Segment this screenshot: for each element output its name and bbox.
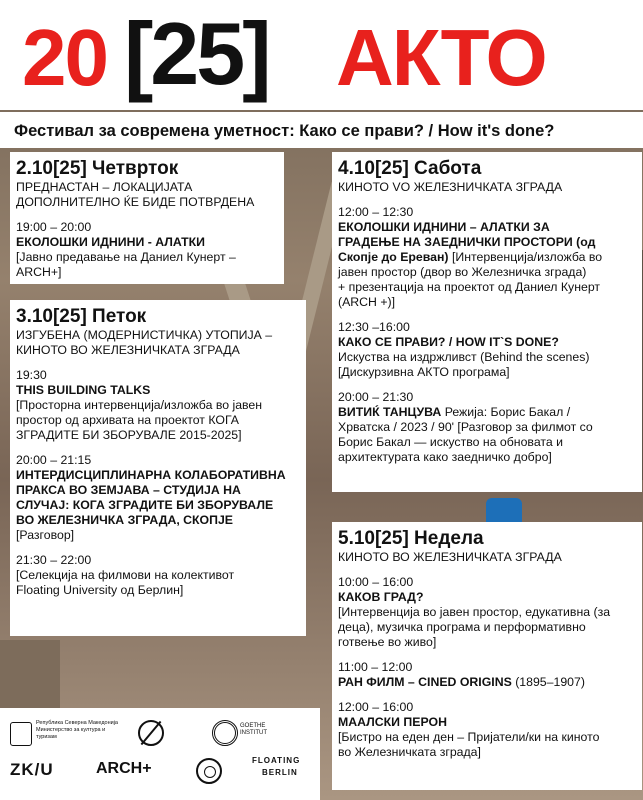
location-line: КИНОТО ВО ЖЕЛЕЗНИЧКАТА ЗГРАДА (16, 343, 240, 357)
arch-plus-logo: ARCH+ (96, 760, 152, 777)
event-desc: [Интервенција во јавен простор, едукативна (за (338, 605, 611, 619)
goethe-label: GOETHE INSTITUT (240, 723, 267, 736)
event-time: 20:00 – 21:30 (338, 390, 414, 404)
day-heading: 5.10[25] Недела (338, 528, 484, 549)
event-desc: [Просторна интервенција/изложба во јавен (16, 398, 263, 412)
zku-logo: ZK/U (10, 760, 54, 779)
event-desc: [Интервенција/изложба во (448, 250, 603, 264)
event-title: ЕКОЛОШКИ ИДНИНИ - АЛАТКИ (16, 235, 206, 249)
day-3-block (10, 300, 306, 636)
goethe-icon (212, 720, 238, 746)
event-time: 12:00 – 16:00 (338, 700, 414, 714)
event-title: ВИТИЌ ТАНЦУВА (338, 405, 442, 419)
cinema-emblem-icon (196, 758, 222, 784)
event-desc: [Јавно предавање на Даниел Кунерт – ARCH+] (16, 250, 236, 279)
day-2-block (10, 152, 284, 284)
event-title: THIS BUILDING TALKS (16, 383, 151, 397)
location-line: КИНОТО VO ЖЕЛЕЗНИЧКАТА ЗГРАДА (338, 180, 563, 194)
event-title: ГРАДЕЊЕ НА ЗАЕДНИЧКИ ПРОСТОРИ (од (338, 235, 596, 249)
event-title: КАКО СЕ ПРАВИ? / HOW IT`S DONE? (338, 335, 559, 349)
event-desc: (ARCH +)] (338, 295, 396, 309)
title-block (0, 0, 643, 110)
null-sign-icon (138, 720, 164, 746)
event-time: 20:00 – 21:15 (16, 453, 92, 467)
location-line: КИНОТО ВО ЖЕЛЕЗНИЧКАТА ЗГРАДА (338, 550, 562, 564)
day-heading: 2.10[25] Четврток (16, 158, 179, 179)
subtitle: Фестивал за современа уметност: Како се прави? / How it's done? (14, 122, 555, 140)
event-desc: (1895–1907) (511, 675, 585, 689)
event-title: КАКОВ ГРАД? (338, 590, 424, 604)
event-desc: Искуства на издржливст (Behind the scenes) (338, 350, 590, 364)
event-time: 12:00 – 12:30 (338, 205, 414, 219)
event-title: ВО ЖЕЛЕЗНИЧКА ЗГРАДА, СКОПЈЕ (16, 513, 234, 527)
event-desc: Хрватска / 2023 / 90' [Разговор за филмот со (338, 420, 593, 434)
event-desc: Режија: Борис Бакал / (441, 405, 571, 419)
title-akto: АКТО (336, 13, 546, 102)
location-line: ДОПОЛНИТЕЛНО ЌЕ БИДЕ ПОТВРДЕНА (16, 195, 255, 209)
floating-logo-top: FLOATING (252, 756, 301, 765)
event-desc: простор од архивата на проектот КОГА (16, 413, 239, 427)
event-desc: готвење во живо] (338, 635, 437, 649)
event-title: ЕКОЛОШКИ ИДНИНИ – АЛАТКИ ЗА (338, 220, 550, 234)
event-title: СЛУЧАЈ: КОГА ЗГРАДИТЕ БИ ЗБОРУВАЛЕ (16, 498, 274, 512)
ministry-label: Република Северна Македонија Министерство за култура и туризам (36, 720, 118, 740)
event-time: 10:00 – 16:00 (338, 575, 414, 589)
day-5-block (332, 522, 642, 790)
event-title: РАН ФИЛМ – CINED ORIGINS (338, 675, 512, 689)
event-desc: [Бистро на еден ден – Пријатели/ки на киното (338, 730, 600, 744)
event-title: Скопје до Ереван) (338, 250, 449, 264)
event-desc: Floating University од Берлин] (16, 583, 184, 597)
event-desc: јавен простор (двор во Железничка зграда) (338, 265, 587, 279)
logos-block (0, 708, 320, 800)
event-time: 19:30 (16, 368, 47, 382)
event-time: 12:30 –16:00 (338, 320, 410, 334)
event-title: ИНТЕРДИСЦИПЛИНАРНА КОЛАБОРАТИВНА (16, 468, 286, 482)
title-20: 20 (22, 13, 107, 102)
location-line: ПРЕДНАСТАН – ЛОКАЦИЈАТА (16, 180, 193, 194)
title-25: [25] (124, 4, 269, 103)
event-desc: Борис Бакал — искуство на обновата и (338, 435, 564, 449)
event-title: ПРАКСА ВО ЗЕМЈАВА – СТУДИЈА НА (16, 483, 241, 497)
day-heading: 4.10[25] Сабота (338, 158, 482, 179)
subtitle-block (0, 112, 643, 148)
event-time: 19:00 – 20:00 (16, 220, 92, 234)
event-desc: во Железничката зграда] (338, 745, 481, 759)
event-desc: [Селекција на филмови на колективот (16, 568, 235, 582)
floating-logo-bottom: BERLIN (262, 768, 298, 777)
ministry-emblem-icon (10, 722, 32, 746)
event-time: 21:30 – 22:00 (16, 553, 92, 567)
event-desc: [Разговор] (16, 528, 75, 542)
event-desc: [Дискурзивна АКТО програма] (338, 365, 510, 379)
event-desc: ЗГРАДИТЕ БИ ЗБОРУВАЛЕ 2015-2025] (16, 428, 242, 442)
event-title: МААЛСКИ ПЕРОН (338, 715, 447, 729)
event-desc: деца), музичка програма и перформативно (338, 620, 586, 634)
location-line: ИЗГУБЕНА (МОДЕРНИСТИЧКА) УТОПИЈА – (16, 328, 273, 342)
event-desc: архитектурата како заедничко добро] (338, 450, 552, 464)
event-time: 11:00 – 12:00 (338, 660, 413, 674)
day-heading: 3.10[25] Петок (16, 306, 147, 327)
day-4-block (332, 152, 642, 492)
event-desc: + презентација на проектот од Даниел Кунерт (338, 280, 601, 294)
